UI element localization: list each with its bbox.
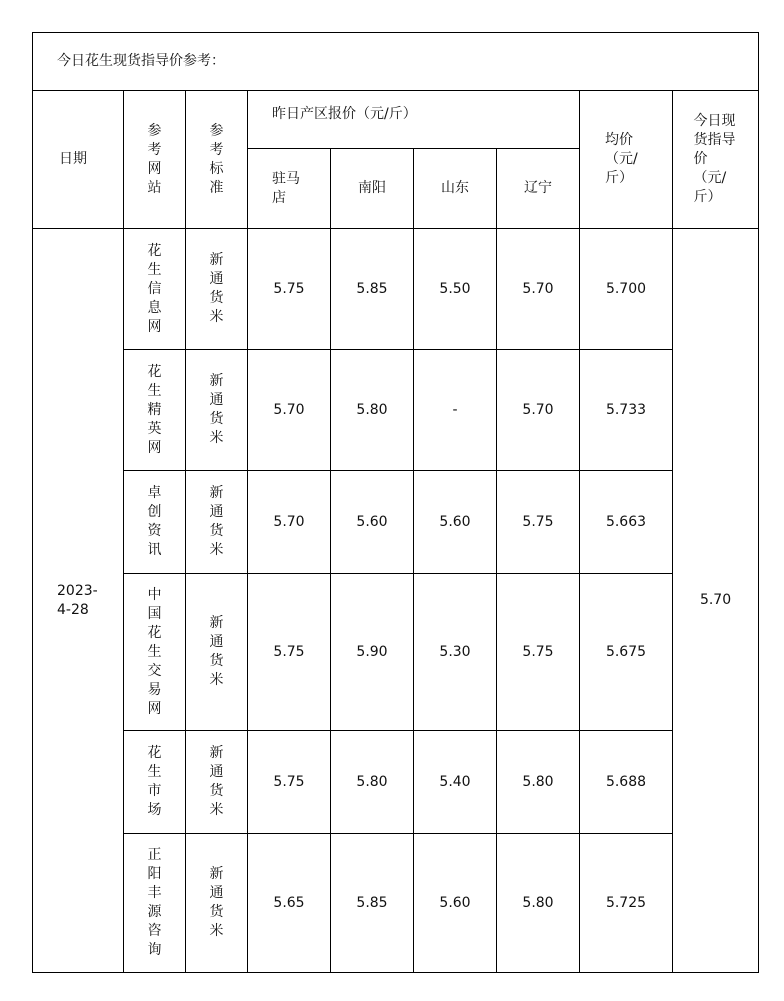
table-row	[33, 350, 759, 471]
site-cell: 卓创资讯	[124, 471, 186, 574]
site-cell: 花生市场	[124, 731, 186, 834]
price-cell: 5.60	[331, 471, 414, 574]
avg-cell: 5.688	[580, 731, 673, 834]
site-cell: 花生精英网	[124, 350, 186, 471]
avg-cell: 5.725	[580, 834, 673, 973]
table-row	[33, 574, 759, 731]
standard-cell: 新通货米	[186, 834, 248, 973]
price-cell: 5.75	[248, 574, 331, 731]
standard-cell: 新通货米	[186, 574, 248, 731]
price-cell: 5.90	[331, 574, 414, 731]
price-cell: 5.70	[248, 350, 331, 471]
header-region-liaoning: 辽宁	[497, 149, 580, 229]
header-region-nanyang: 南阳	[331, 149, 414, 229]
standard-cell: 新通货米	[186, 471, 248, 574]
site-cell: 正阳丰源咨询	[124, 834, 186, 973]
header-region-shandong: 山东	[414, 149, 497, 229]
standard-cell: 新通货米	[186, 229, 248, 350]
header-site: 参考网站	[124, 91, 186, 229]
header-avg: 均价（元/斤）	[580, 91, 673, 229]
table-title: 今日花生现货指导价参考：	[33, 33, 759, 91]
price-cell: 5.75	[248, 731, 331, 834]
price-cell: 5.60	[414, 834, 497, 973]
price-cell: 5.70	[497, 229, 580, 350]
price-cell: 5.80	[331, 731, 414, 834]
header-region-zhumadian: 驻马店	[248, 149, 331, 229]
header-region-group: 昨日产区报价（元/斤）	[248, 91, 580, 149]
table-row	[33, 731, 759, 834]
price-cell: 5.85	[331, 229, 414, 350]
standard-cell: 新通货米	[186, 350, 248, 471]
price-table	[32, 32, 759, 973]
guide-price-cell: 5.70	[673, 229, 759, 973]
price-cell: 5.80	[331, 350, 414, 471]
table-row	[33, 229, 759, 350]
price-cell: 5.75	[497, 574, 580, 731]
header-date: 日期	[33, 91, 124, 229]
price-cell: 5.75	[248, 229, 331, 350]
price-cell: 5.70	[248, 471, 331, 574]
price-cell: 5.60	[414, 471, 497, 574]
site-cell: 花生信息网	[124, 229, 186, 350]
price-cell: 5.40	[414, 731, 497, 834]
price-cell: 5.30	[414, 574, 497, 731]
price-cell: 5.80	[497, 731, 580, 834]
price-cell: 5.65	[248, 834, 331, 973]
avg-cell: 5.733	[580, 350, 673, 471]
standard-cell: 新通货米	[186, 731, 248, 834]
price-cell: -	[414, 350, 497, 471]
date-cell: 2023-4-28	[33, 229, 124, 973]
price-cell: 5.75	[497, 471, 580, 574]
price-cell: 5.50	[414, 229, 497, 350]
table-row	[33, 471, 759, 574]
price-cell: 5.85	[331, 834, 414, 973]
site-cell: 中国花生交易网	[124, 574, 186, 731]
price-cell: 5.80	[497, 834, 580, 973]
price-cell: 5.70	[497, 350, 580, 471]
avg-cell: 5.700	[580, 229, 673, 350]
table-row	[33, 834, 759, 973]
avg-cell: 5.675	[580, 574, 673, 731]
header-guide: 今日现货指导价（元/斤）	[673, 91, 759, 229]
avg-cell: 5.663	[580, 471, 673, 574]
header-standard: 参考标准	[186, 91, 248, 229]
